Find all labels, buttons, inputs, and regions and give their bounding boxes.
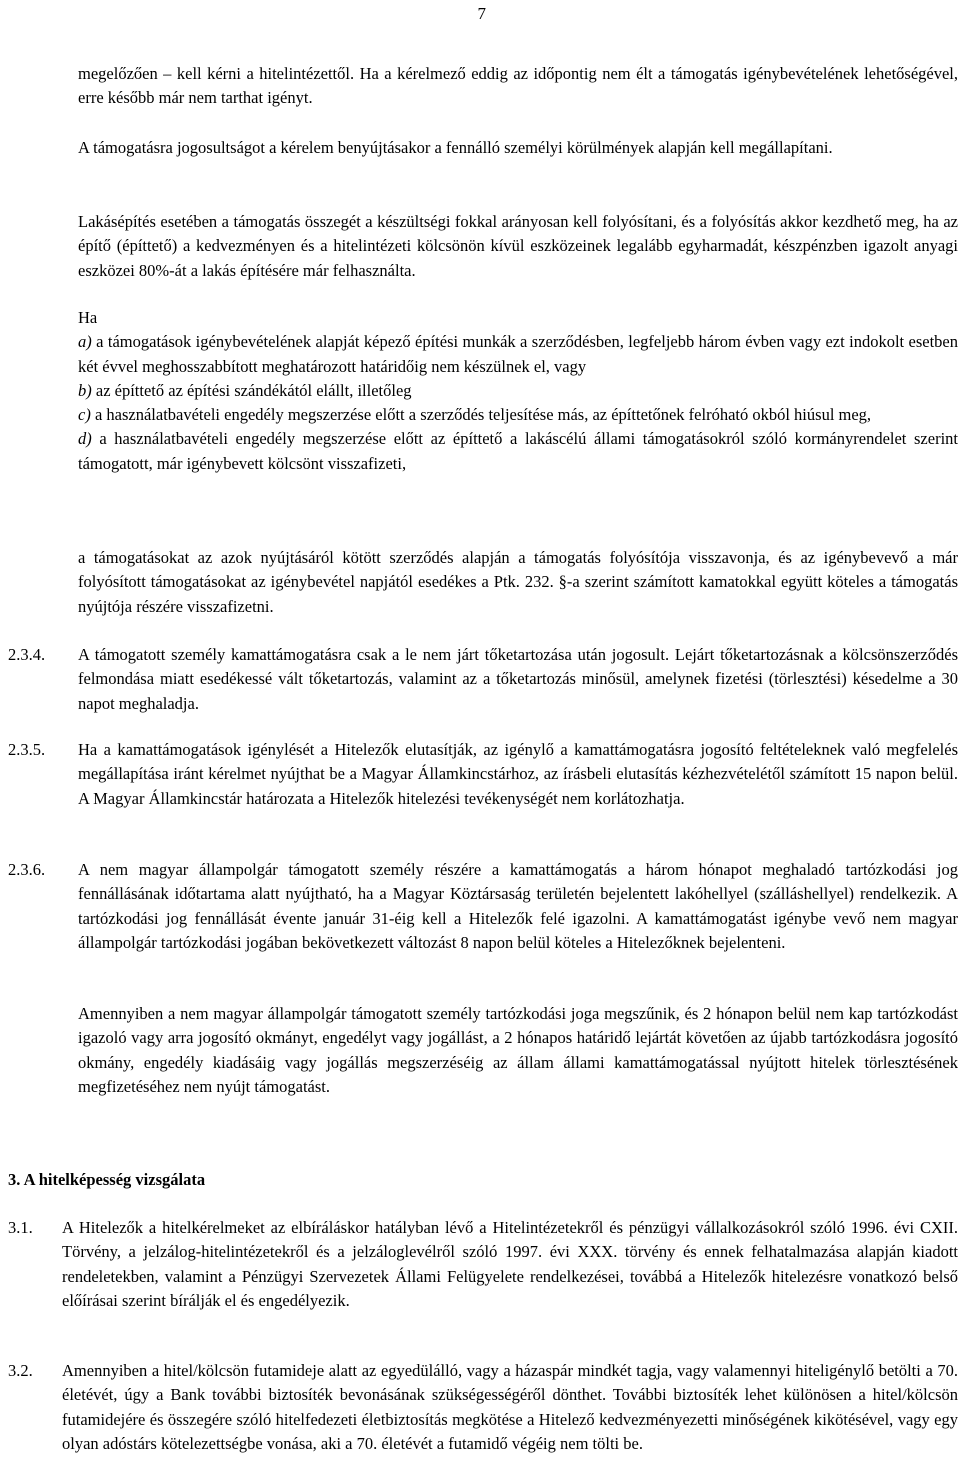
section-3-2 — [8, 1359, 958, 1456]
section-number: 3.1. — [8, 1218, 33, 1237]
section-text: Amennyiben a hitel/kölcsön futamideje alatt az egyedülálló, vagy a házaspár mindkét tagja, vagy valamennyi hiteligénylő betölti a 70. életévét, úgy a Bank további biztosíték bevonásának szükségességéről dönthet. További biztosíték lehet különösen a hitel/kölcsön futamidejére és összegére szóló hitelfedezeti életbiztosítás megkötése a Hitelező kedvezményezetti minőségének kikötésével, vagy egy olyan adóstárs kötelezettségbe vonása, aki a 70. életévét a futamidő végéig nem tölti be. — [62, 1361, 958, 1453]
section-2-3-6-continuation: Amennyiben a nem magyar állampolgár támogatott személy tartózkodási joga megszűnik, és 2 hónapon belül nem kap tartózkodást igazoló vagy arra jogosító okmányt, engedélyt vagy jogállást, a 2 hónapos határidő lejártát követően az újabb tartózkodásra jogosító okmány, engedély kiadásáig vagy jogállás megszerzéséig az állam állami kamattámogatással nyújtott hitelek törlesztésének megfizetéséhez nem nyújt támogatást. — [78, 1004, 958, 1096]
condition-c: c) a használatbavételi engedély megszerzése előtt a szerződés teljesítése más, az építtetőnek felróható okból hiúsul meg, — [78, 405, 872, 425]
chapter-heading: 3. A hitelképesség vizsgálata — [8, 1170, 206, 1189]
conditions-list — [78, 306, 958, 476]
intro-paragraph-3: Lakásépítés esetében a támogatás összegét a készültségi fokkal arányosan kell folyósítani, és a folyósítás akkor kezdhető meg, ha az építő (építtető) a kedvezményen és a hitelintézeti kölcsönön kívül eszközeinek legalább egyharmadát, készpénzben igazolt anyagi eszközei 80%-át a lakás építésére már felhasználta. — [78, 212, 958, 280]
condition-b: b) az építtető az építési szándékától elállt, illetőleg — [78, 380, 412, 400]
section-2-3-6 — [8, 858, 958, 955]
section-number: 3.2. — [8, 1361, 33, 1380]
section-number: 2.3.5. — [8, 740, 46, 759]
section-text: A támogatott személy kamattámogatásra csak a le nem járt tőketartozása után jogosult. Lejárt tőketartozásnak a kölcsönszerződés felmondása miatt esedékessé vált tőketartozás, valamint az a tőketartozás minősül, amelynek fizetési (törlesztési) késedelme a 30 napot meghaladja. — [78, 645, 958, 713]
section-2-3-4 — [8, 643, 958, 716]
section-number: 2.3.4. — [8, 645, 46, 664]
section-3-1 — [8, 1216, 958, 1313]
intro-paragraph-2: A támogatásra jogosultságot a kérelem benyújtásakor a fennálló személyi körülmények alapján kell megállapítani. — [78, 138, 833, 157]
conditions-lead: Ha — [78, 308, 98, 327]
section-2-3-5 — [8, 738, 958, 811]
section-text: A Hitelezők a hitelkérelmeket az elbíráláskor hatályban lévő a Hitelintézetekről és pénzügyi vállalkozásokról szóló 1996. évi CXII. Törvény, a jelzálog-hitelintézetekről és a jelzáloglevélről szóló 1997. évi XXX. törvény és ennek felhatalmazása alapján kiadott rendeletekben, valamint a Pénzügyi Szervezetek Állami Felügyelete rendelkezései, továbbá a Hitelezők hitelezésre vonatkozó belső előírásai szerint bírálják el és engedélyezik. — [62, 1218, 958, 1310]
conditions-consequence: a támogatásokat az azok nyújtásáról kötött szerződés alapján a támogatás folyósítója visszavonja, és az igénybevevő a már folyósított támogatásokat az igénybevétel napjától esedékes a Ptk. 232. §-a szerint számított kamatokkal együtt köteles a támogatás nyújtója részére visszafizetni. — [78, 548, 958, 616]
condition-a: a) a támogatások igénybevételének alapját képező építési munkák a szerződésben, legfeljebb három évben vagy ezt indokolt esetben két évvel meghosszabbított meghatározott határidőig nem készülnek el, vagy — [78, 332, 958, 376]
section-text: Ha a kamattámogatások igénylését a Hitelezők elutasítják, az igénylő a kamattámogatásra jogosító feltételeknek való megfelelés megállapítása iránt kérelmet nyújthat be a Magyar Államkincstárhoz, az írásbeli elutasítás kézhezvételétől számított 15 napon belül. A Magyar Államkincstár határozata a Hitelezők hitelezési tevékenységét nem korlátozhatja. — [78, 740, 958, 808]
page-number: 7 — [477, 4, 486, 23]
condition-d: d) a használatbavételi engedély megszerzése előtt az építtető a lakáscélú állami támogatásokról szóló kormányrendelet szerint támogatott, már igénybevett kölcsönt visszafizeti, — [78, 429, 958, 473]
section-number: 2.3.6. — [8, 860, 46, 879]
intro-paragraph-1: megelőzően – kell kérni a hitelintézettől. Ha a kérelmező eddig az időpontig nem élt a támogatás igénybevételének lehetőségével, erre később már nem tarthat igényt. — [78, 64, 958, 108]
section-text: A nem magyar állampolgár támogatott személy részére a kamattámogatás a három hónapot meghaladó tartózkodási jog fennállásának időtartama alatt nyújtható, ha a Magyar Köztársaság területén bejelentett lakóhellyel (szálláshellyel) rendelkezik. A tartózkodási jog fennállását évente január 31-éig kell a Hitelezők felé igazolni. A kamattámogatást igénybe vevő nem magyar állampolgár tartózkodási jogában bekövetkezett változást 8 napon belül köteles a Hitelezőknek bejelenteni. — [78, 860, 958, 952]
